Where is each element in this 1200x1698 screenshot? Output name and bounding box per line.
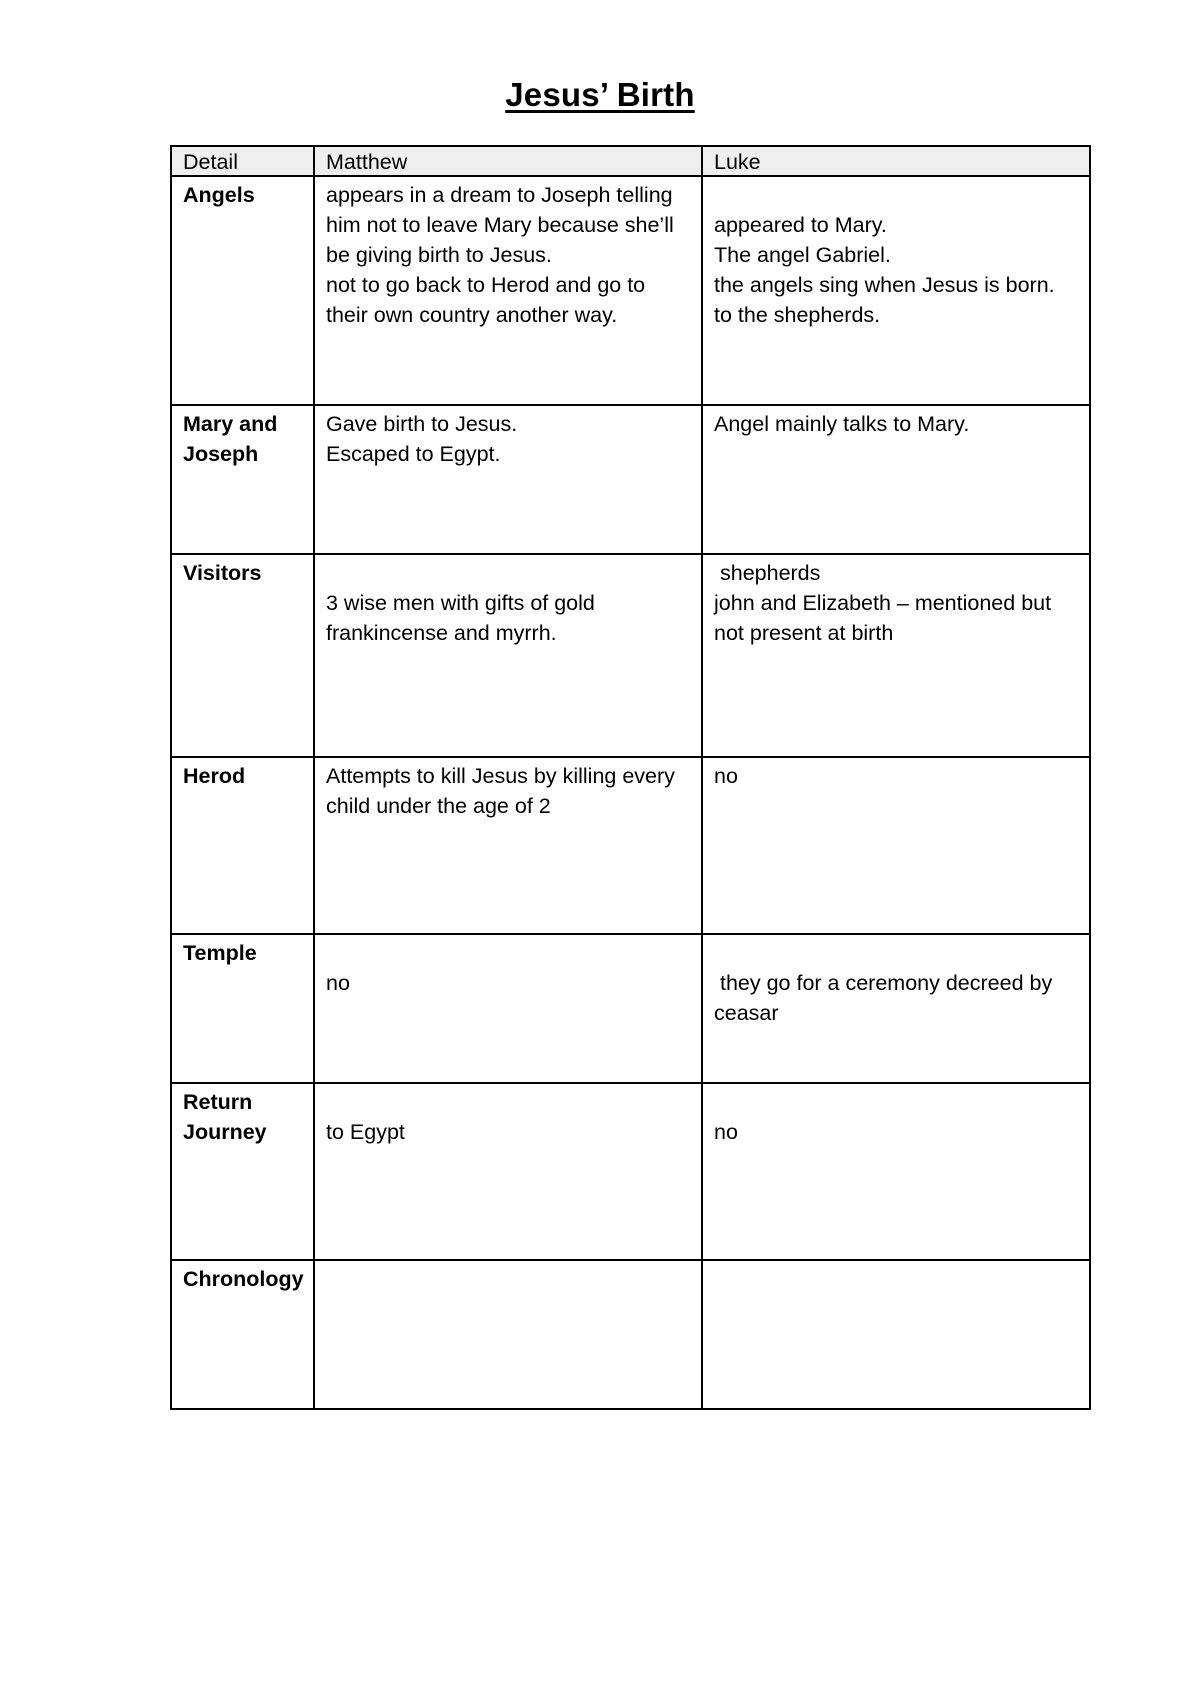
detail-text: Return xyxy=(183,1090,253,1114)
detail-text: Herod xyxy=(183,764,246,788)
luke-text: appeared to Mary. xyxy=(714,213,887,237)
table-row-mary-and-joseph xyxy=(171,405,1090,554)
matthew-text xyxy=(326,1264,691,1294)
detail-cell xyxy=(171,1083,314,1260)
matthew-cell xyxy=(314,1083,702,1260)
detail-cell xyxy=(171,934,314,1083)
matthew-cell xyxy=(314,405,702,554)
matthew-cell xyxy=(314,176,702,405)
matthew-text: Escaped to Egypt. xyxy=(326,442,501,466)
luke-cell xyxy=(702,554,1090,757)
column-header-detail: Detail xyxy=(171,146,314,176)
matthew-cell xyxy=(314,1260,702,1409)
matthew-text: not to go back to Herod and go to their own country another way. xyxy=(326,273,652,327)
detail-cell xyxy=(171,176,314,405)
table-row-temple xyxy=(171,934,1090,1083)
matthew-cell xyxy=(314,554,702,757)
luke-text: john and Elizabeth – mentioned but not present at birth xyxy=(714,591,1058,645)
header-row xyxy=(171,146,1090,176)
detail-text: Mary and xyxy=(183,412,278,436)
luke-text: the angels sing when Jesus is born. xyxy=(714,273,1055,297)
matthew-text xyxy=(326,938,691,968)
luke-cell xyxy=(702,1260,1090,1409)
luke-cell xyxy=(702,176,1090,405)
matthew-text xyxy=(326,1087,691,1117)
luke-text xyxy=(714,180,1079,210)
table-row-herod xyxy=(171,757,1090,934)
table-row-chronology xyxy=(171,1260,1090,1409)
luke-text xyxy=(714,1264,1079,1294)
table-row-return-journey xyxy=(171,1083,1090,1260)
luke-text: shepherds xyxy=(714,561,821,585)
column-header-matthew: Matthew xyxy=(314,146,702,176)
matthew-cell xyxy=(314,934,702,1083)
detail-text: Visitors xyxy=(183,561,262,585)
page-title: Jesus’ Birth xyxy=(505,76,695,113)
detail-text: Temple xyxy=(183,941,257,965)
luke-text xyxy=(714,938,1079,968)
luke-cell xyxy=(702,934,1090,1083)
luke-text: no xyxy=(714,764,738,788)
detail-text: Chronology xyxy=(183,1267,304,1291)
matthew-text: Gave birth to Jesus. xyxy=(326,412,518,436)
matthew-text: no xyxy=(326,971,350,995)
matthew-text: to Egypt xyxy=(326,1120,405,1144)
luke-cell xyxy=(702,757,1090,934)
comparison-table xyxy=(170,145,1091,1410)
table-row-visitors xyxy=(171,554,1090,757)
detail-text: Journey xyxy=(183,1120,267,1144)
luke-cell xyxy=(702,405,1090,554)
luke-text: The angel Gabriel. xyxy=(714,243,891,267)
column-header-luke: Luke xyxy=(702,146,1090,176)
matthew-text: Attempts to kill Jesus by killing every child under the age of 2 xyxy=(326,764,681,818)
matthew-text xyxy=(326,558,691,588)
detail-text: Joseph xyxy=(183,442,259,466)
table-row-angels xyxy=(171,176,1090,405)
detail-cell xyxy=(171,1260,314,1409)
detail-cell xyxy=(171,405,314,554)
detail-text: Angels xyxy=(183,183,255,207)
luke-text: they go for a ceremony decreed by ceasar xyxy=(714,971,1059,1025)
matthew-text: appears in a dream to Joseph telling him not to leave Mary because she’ll be giving birth to Jesus. xyxy=(326,183,680,267)
luke-text: to the shepherds. xyxy=(714,303,881,327)
matthew-text: 3 wise men with gifts of gold frankincense and myrrh. xyxy=(326,591,601,645)
matthew-cell xyxy=(314,757,702,934)
detail-cell xyxy=(171,757,314,934)
detail-cell xyxy=(171,554,314,757)
luke-text: no xyxy=(714,1120,738,1144)
luke-text: Angel mainly talks to Mary. xyxy=(714,412,970,436)
luke-text xyxy=(714,1087,1079,1117)
luke-cell xyxy=(702,1083,1090,1260)
